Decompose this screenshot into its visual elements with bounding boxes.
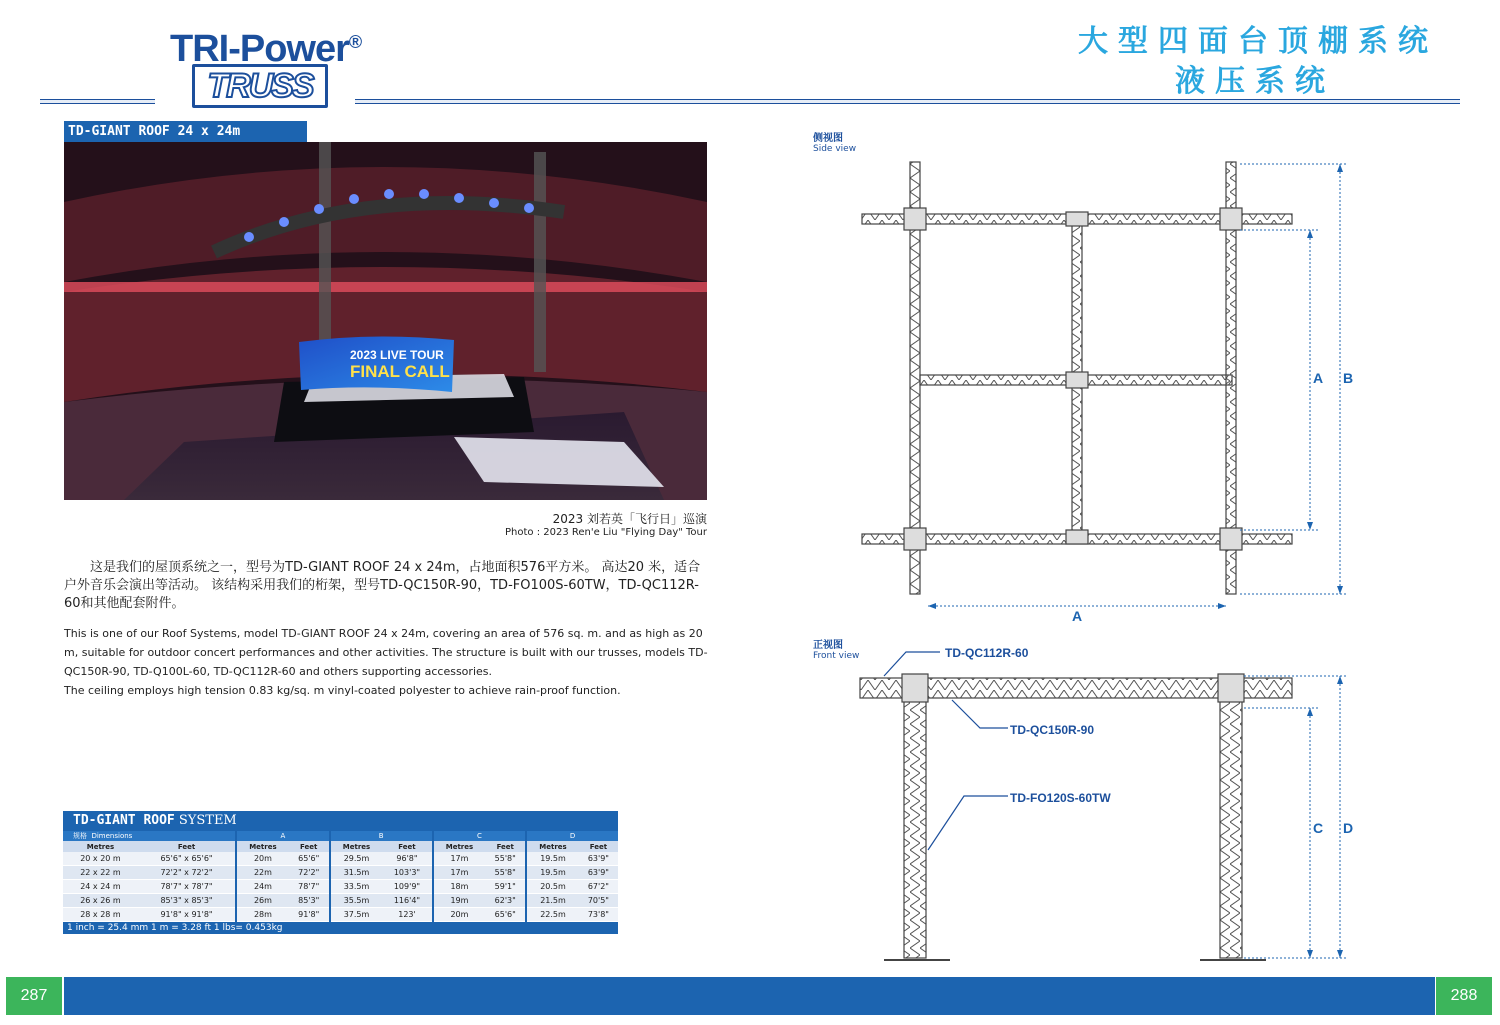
table-cell: 20m [433,908,486,922]
unit-feet: Feet [579,841,618,852]
table-cell: 29.5m [330,852,383,866]
page-number-left: 287 [6,977,62,1015]
dim-b: B [1343,370,1354,386]
page-title-line1: 大型四面台顶棚系统 [1078,24,1438,59]
description-en-2: The ceiling employs high tension 0.83 kg/sq. m vinyl-coated polyester to achieve rain-proof function. [64,684,621,697]
table-cell: 62'3" [485,894,526,908]
table-cell: 63'9" [579,852,618,866]
table-cell: 65'6" [289,852,330,866]
table-cell: 26 x 26 m [63,894,138,908]
photo-screen-text-1: 2023 LIVE TOUR [350,348,444,362]
callout-fo120: TD-FO120S-60TW [1010,791,1111,805]
unit-feet: Feet [138,841,236,852]
table-cell: 21.5m [526,894,579,908]
table-cell: 22 x 22 m [63,866,138,880]
group-c: C [433,831,527,841]
spec-table-title [63,811,618,831]
logo-truss: TRUSS [192,64,328,108]
group-b: B [330,831,433,841]
front-view-diagram [840,640,1380,970]
table-cell: 24m [236,880,289,894]
table-cell: 85'3" x 85'3" [138,894,236,908]
table-cell: 19.5m [526,852,579,866]
side-view-label-cn: 侧视图 [813,133,843,144]
table-row [63,852,618,866]
table-cell: 85'3" [289,894,330,908]
description-en-1: This is one of our Roof Systems, model TD-GIANT ROOF 24 x 24m, covering an area of 576 sq. m. and as high as 20 m, suitable for outdoor concert performances and other activities. The structure is built with our trusses, models TD-QC150R-90, TD-Q100L-60, TD-QC112R-60 and others supporting accessories. [64,627,708,678]
table-row [63,894,618,908]
concert-photo-illustration [64,142,707,500]
table-cell: 31.5m [330,866,383,880]
photo-screen-text-2: FINAL CALL [350,362,450,381]
description-en [64,624,709,700]
table-row [63,908,618,922]
unit-metres: Metres [330,841,383,852]
front-view-label-en: Front view [813,651,860,661]
unit-metres: Metres [236,841,289,852]
dim-label-en: Dimensions [91,832,133,840]
spec-table-footnote: 1 inch = 25.4 mm 1 m = 3.28 ft 1 lbs= 0.453kg [63,922,618,934]
dim-d: D [1343,820,1354,836]
photo-caption-cn: 2023 刘若英「飞行日」巡演 [552,512,707,526]
unit-metres: Metres [433,841,486,852]
table-cell: 96'8" [382,852,432,866]
table-cell: 70'5" [579,894,618,908]
table-cell: 73'8" [579,908,618,922]
table-cell: 17m [433,866,486,880]
footer-bar [64,977,1435,1015]
table-row [63,866,618,880]
table-cell: 65'6" x 65'6" [138,852,236,866]
table-cell: 78'7" x 78'7" [138,880,236,894]
table-cell: 28m [236,908,289,922]
group-d: D [526,831,618,841]
group-a: A [236,831,330,841]
spec-table-title-rest: SYSTEM [174,813,237,828]
table-cell: 22.5m [526,908,579,922]
table-cell: 19.5m [526,866,579,880]
table-cell: 65'6" [485,908,526,922]
unit-feet: Feet [289,841,330,852]
page-number-right: 288 [1436,977,1492,1015]
spec-group-header [63,831,618,841]
table-cell: 103'3" [382,866,432,880]
table-cell: 35.5m [330,894,383,908]
table-cell: 19m [433,894,486,908]
dim-a-bottom: A [1072,608,1083,624]
table-cell: 24 x 24 m [63,880,138,894]
callout-qc112: TD-QC112R-60 [945,646,1029,660]
table-cell: 20m [236,852,289,866]
table-cell: 109'9" [382,880,432,894]
unit-metres: Metres [63,841,138,852]
dim-a-right: A [1313,370,1324,386]
table-cell: 63'9" [579,866,618,880]
unit-metres: Metres [526,841,579,852]
header-rule-left [40,99,155,104]
callout-qc150: TD-QC150R-90 [1010,723,1095,737]
dim-label-cn: 规格 [73,832,87,840]
table-cell: 67'2" [579,880,618,894]
table-cell: 72'2" [289,866,330,880]
dim-label [63,831,236,841]
unit-feet: Feet [382,841,432,852]
table-cell: 91'8" [289,908,330,922]
side-view-diagram [840,150,1380,620]
front-view-label-cn: 正视图 [813,640,843,651]
table-cell: 28 x 28 m [63,908,138,922]
table-cell: 22m [236,866,289,880]
table-cell: 33.5m [330,880,383,894]
unit-feet: Feet [485,841,526,852]
table-cell: 72'2" x 72'2" [138,866,236,880]
description-cn: 这是我们的屋顶系统之一，型号为TD-GIANT ROOF 24 x 24m，占地面积576平方米。 高达20 米，适合户外音乐会演出等活动。 该结构采用我们的桁架，型号TD-QC150R-90，TD-FO100S-60TW，TD-QC112R-60和其他配套附件。 [64,560,701,611]
table-cell: 123' [382,908,432,922]
spec-table [63,811,618,934]
spec-table-grid [63,831,618,922]
photo-caption-en: Photo : 2023 Ren'e Liu "Flying Day" Tour [504,527,707,538]
dim-c: C [1313,820,1324,836]
table-cell: 116'4" [382,894,432,908]
concert-photo [64,142,707,500]
table-cell: 26m [236,894,289,908]
table-cell: 20 x 20 m [63,852,138,866]
table-row [63,880,618,894]
spec-table-title-bold: TD-GIANT ROOF [73,813,175,828]
table-cell: 78'7" [289,880,330,894]
spec-unit-header [63,841,618,852]
table-cell: 20.5m [526,880,579,894]
logo-main: TRI-Power [170,28,349,70]
table-cell: 59'1" [485,880,526,894]
side-view-label-en: Side view [813,144,857,154]
table-cell: 55'8" [485,852,526,866]
table-cell: 18m [433,880,486,894]
table-cell: 55'8" [485,866,526,880]
table-cell: 37.5m [330,908,383,922]
page-title-line2: 液压系统 [1175,64,1335,99]
table-cell: 17m [433,852,486,866]
logo-registered: ® [348,32,362,52]
product-tag: TD-GIANT ROOF 24 x 24m [64,121,307,142]
table-cell: 91'8" x 91'8" [138,908,236,922]
